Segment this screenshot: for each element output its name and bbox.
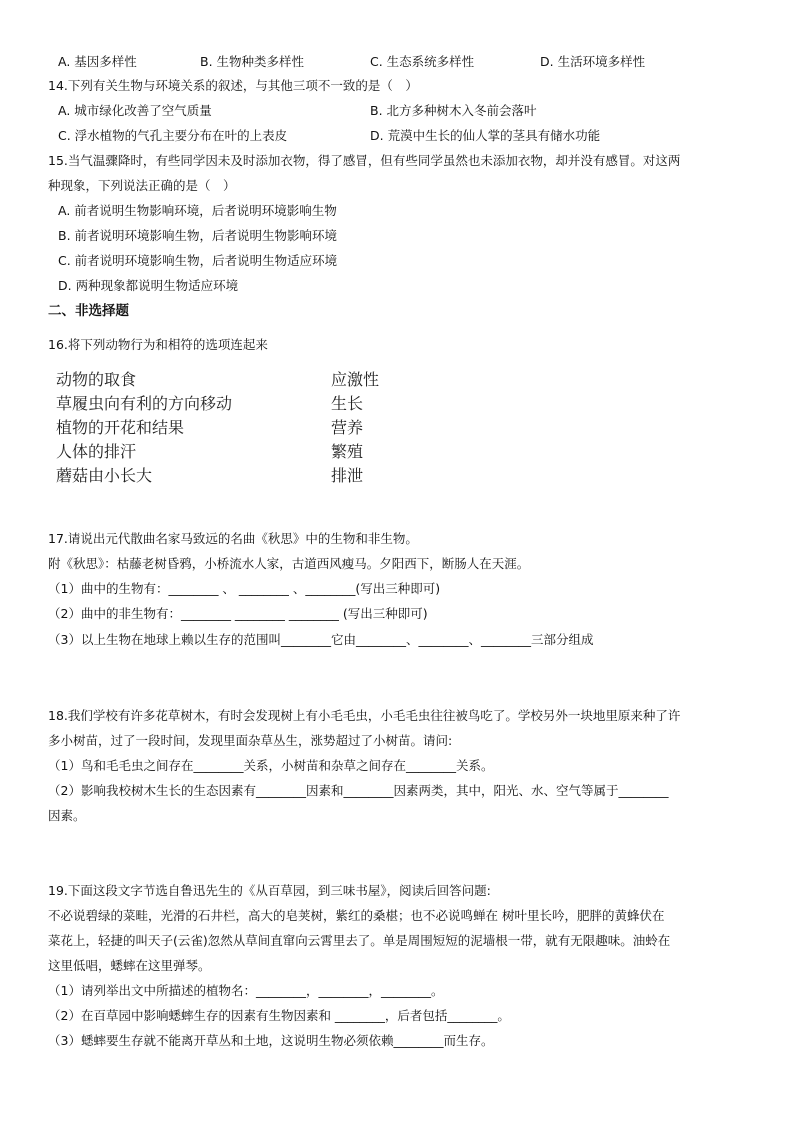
q19-part1: （1）请列举出文中所描述的植物名：________，________，________。 — [48, 983, 444, 998]
q17-part1: （1）曲中的生物有：________ 、 ________ 、________(写出三种即可) — [48, 581, 441, 596]
q14-option-d: D. 荒漠中生长的仙人掌的茎具有储水功能 — [370, 128, 601, 143]
q16-right-item: 应激性 — [331, 370, 380, 389]
q15-option-a: A. 前者说明生物影响环境，后者说明环境影响生物 — [58, 203, 337, 218]
q14-stem: 14.下列有关生物与环境关系的叙述，与其他三项不一致的是（ ） — [48, 78, 418, 93]
q18-stem-line1: 18.我们学校有许多花草树木，有时会发现树上有小毛毛虫，小毛毛虫往往被鸟吃了。学校另外一块地里原来种了许 — [48, 708, 681, 723]
q14-option-c: C. 浮水植物的气孔主要分布在叶的上表皮 — [58, 128, 288, 143]
q15-option-b: B. 前者说明环境影响生物，后者说明生物影响环境 — [58, 228, 338, 243]
q16-left-item: 植物的开花和结果 — [56, 418, 185, 437]
q16-right-item: 生长 — [331, 394, 364, 413]
q19-passage-line3: 这里低唱，蟋蟀在这里弹琴。 — [48, 958, 211, 973]
q14-option-a: A. 城市绿化改善了空气质量 — [58, 103, 212, 118]
q19-stem: 19.下面这段文字节选自鲁迅先生的《从百草园，到三味书屋》，阅读后回答问题: — [48, 883, 491, 898]
q17-stem: 17.请说出元代散曲名家马致远的名曲《秋思》中的生物和非生物。 — [48, 531, 418, 546]
q17-part3: （3）以上生物在地球上赖以生存的范围叫________它由________、________、________三部分组成 — [48, 632, 594, 647]
q18-part2-cont: 因素。 — [48, 808, 86, 823]
q16-left-item: 动物的取食 — [56, 370, 137, 389]
q13-option-d: D. 生活环境多样性 — [540, 54, 646, 69]
q16-left-item: 草履虫向有利的方向移动 — [56, 394, 233, 413]
q18-part1: （1）鸟和毛毛虫之间存在________关系，小树苗和杂草之间存在________关系。 — [48, 758, 494, 773]
q13-option-a: A. 基因多样性 — [58, 54, 137, 69]
q17-poem: 附《秋思》：枯藤老树昏鸦，小桥流水人家，古道西风瘦马。夕阳西下，断肠人在天涯。 — [48, 556, 530, 571]
q15-option-c: C. 前者说明环境影响生物，后者说明生物适应环境 — [58, 253, 338, 268]
q16-stem: 16.将下列动物行为和相符的选项连起来 — [48, 337, 268, 352]
q18-stem-line2: 多小树苗，过了一段时间，发现里面杂草丛生，涨势超过了小树苗。请问: — [48, 733, 453, 748]
q13-option-b: B. 生物种类多样性 — [200, 54, 305, 69]
q13-option-c: C. 生态系统多样性 — [370, 54, 475, 69]
section-heading: 二、非选择题 — [48, 303, 129, 319]
q16-right-item: 营养 — [331, 418, 364, 437]
q15-stem-line2: 种现象，下列说法正确的是（ ） — [48, 178, 236, 193]
q15-stem-line1: 15.当气温骤降时，有些同学因未及时添加衣物，得了感冒，但有些同学虽然也未添加衣物，却并没有感冒。对这两 — [48, 153, 681, 168]
q16-left-item: 人体的排汗 — [56, 442, 137, 461]
q14-option-b: B. 北方多种树木入冬前会落叶 — [370, 103, 537, 118]
q18-part2: （2）影响我校树木生长的生态因素有________因素和________因素两类，其中，阳光、水、空气等属于________ — [48, 783, 669, 798]
q19-passage-line1: 不必说碧绿的菜畦，光滑的石井栏，高大的皂荚树，紫红的桑椹；也不必说鸣蝉在 树叶里长吟，肥胖的黄蜂伏在 — [48, 908, 665, 923]
q16-right-item: 排泄 — [331, 466, 364, 485]
q15-option-d: D. 两种现象都说明生物适应环境 — [58, 278, 239, 293]
q19-part3: （3）蟋蟀要生存就不能离开草丛和土地，这说明生物必须依赖________而生存。 — [48, 1033, 494, 1048]
q17-part2: （2）曲中的非生物有：________ ________ ________ (写出三种即可) — [48, 606, 428, 621]
q19-part2: （2）在百草园中影响蟋蟀生存的因素有生物因素和 ________，后者包括________。 — [48, 1008, 510, 1023]
q19-passage-line2: 菜花上，轻捷的叫天子(云雀)忽然从草间直窜向云霄里去了。单是周围短短的泥墙根一带，就有无限趣味。油蛉在 — [48, 933, 671, 948]
q16-right-item: 繁殖 — [331, 442, 364, 461]
q16-left-item: 蘑菇由小长大 — [56, 466, 153, 485]
